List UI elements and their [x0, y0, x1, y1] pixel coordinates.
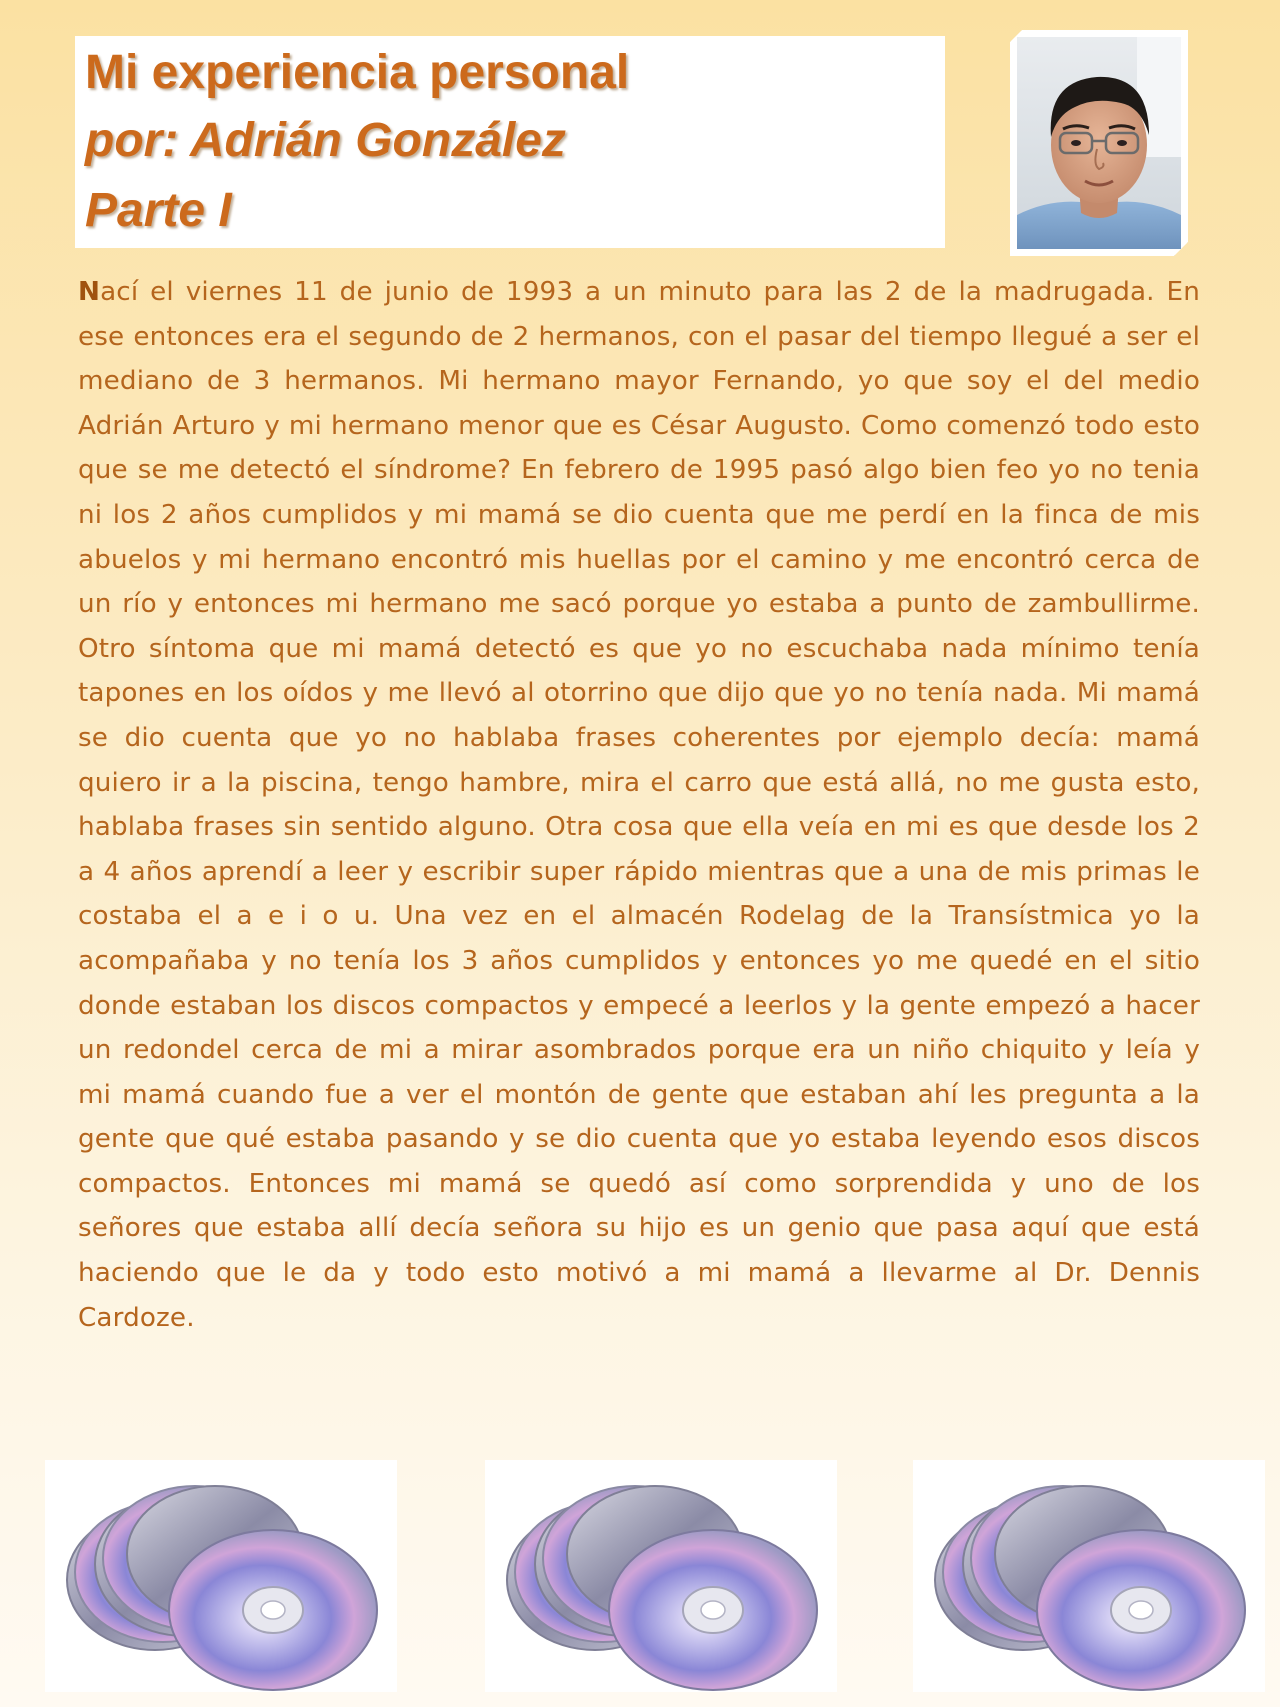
article-first-letter: N	[78, 277, 101, 307]
cd-stack-image-1	[45, 1460, 397, 1692]
part-label: Parte I	[85, 184, 232, 237]
portrait-photo	[1017, 37, 1181, 249]
article-text: ací el viernes 11 de junio de 1993 a un minuto para las 2 de la madrugada. En ese entonces era el segundo de 2 hermanos, con el pasar del tiempo llegué a ser el mediano de 3 hermanos. Mi hermano mayor Fernando, yo que soy el del medio Adrián Arturo y mi hermano menor que es César Augusto. Como comenzó todo esto que se me detectó el síndrome? En febrero de 1995 pasó algo bien feo yo no tenia ni los 2 años cumplidos y mi mamá se dio cuenta que me perdí en la finca de mis abuelos y mi hermano encontró mis huellas por el camino y me encontró cerca de un río y entonces mi hermano me sacó porque yo estaba a punto de zambullirme. Otro síntoma que mi mamá detectó es que yo no escuchaba nada mínimo tenía tapones en los oídos y me llevó al otorrino que dijo que yo no tenía nada. Mi mamá se dio cuenta que yo no hablaba frases coherentes por ejemplo decía: mamá quiero ir a la piscina, tengo hambre, mira el carro que está allá, no me gusta esto, hablaba frases sin sentido alguno. Otra cosa que ella veía en mi es que desde los 2 a 4 años aprendí a leer y escribir super rápido mientras que a una de mis primas le costaba el a e i o u. Una vez en el almacén Rodelag de la Transístmica yo la acompañaba y no tenía los 3 años cumplidos y entonces yo me quedé en el sitio donde estaban los discos compactos y empecé a leerlos y la gente empezó a hacer un redondel cerca de mi a mirar asombrados porque era un niño chiquito y leía y mi mamá cuando fue a ver el montón de gente que estaban ahí les pregunta a la gente que qué estaba pasando y se dio cuenta que yo estaba leyendo esos discos compactos. Entonces mi mamá se quedó así como sorprendida y uno de los señores que estaba allí decía señora su hijo es un genio que pasa aquí que está haciendo que le da y todo esto motivó a mi mamá a llevarme al Dr. Dennis Cardoze.	[78, 277, 1200, 1333]
page-title: Mi experiencia personal	[85, 46, 630, 99]
cd-stack-icon	[913, 1460, 1265, 1692]
author-photo	[1010, 30, 1188, 256]
cd-stack-image-3	[913, 1460, 1265, 1692]
author-byline: por: Adrián González	[85, 114, 566, 167]
cd-stack-icon	[485, 1460, 837, 1692]
cd-stack-image-2	[485, 1460, 837, 1692]
cd-stack-icon	[45, 1460, 397, 1692]
article-body	[78, 270, 1200, 1340]
